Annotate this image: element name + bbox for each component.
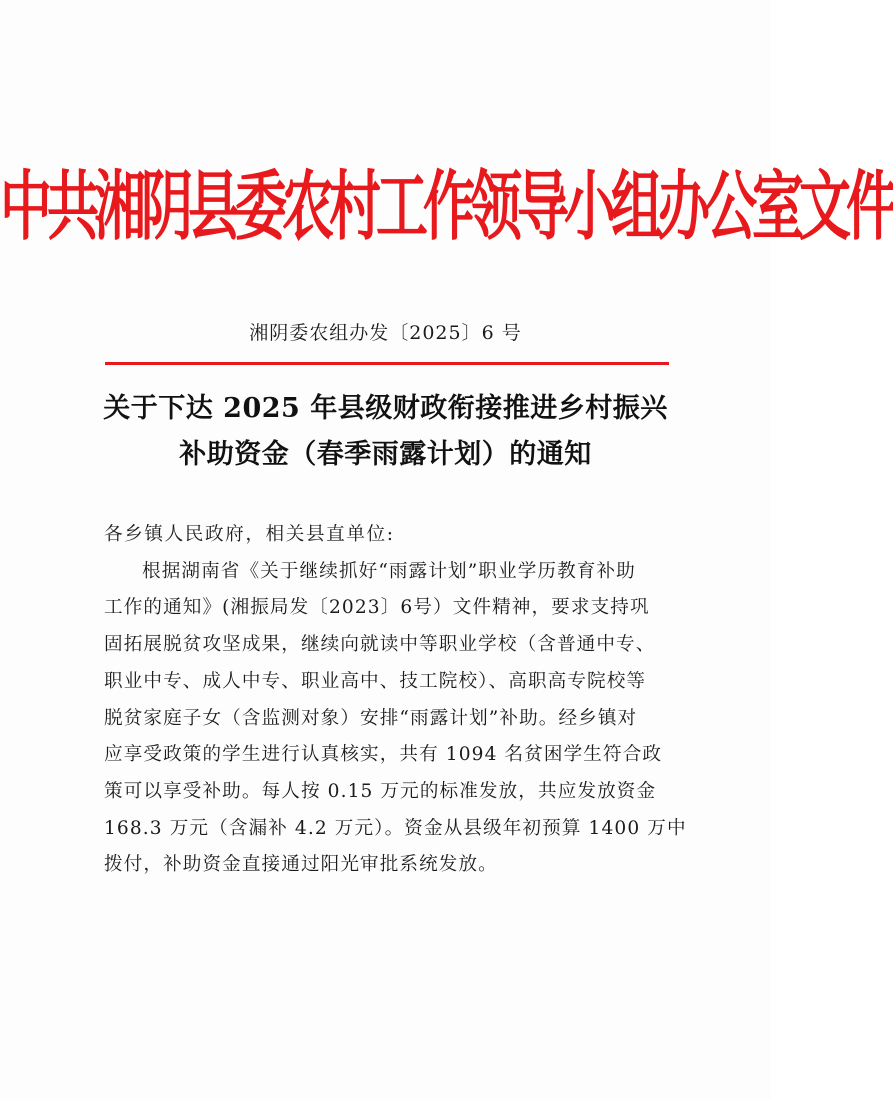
- notice-title-line-1: 关于下达 2025 年县级财政衔接推进乡村振兴: [103, 393, 668, 424]
- document-header-title: 中共湘阴县委农村工作领导小组办公室文件: [0, 163, 893, 252]
- notice-body: [104, 517, 690, 884]
- body-line: 工作的通知》(湘振局发〔2023〕6号）文件精神，要求支持巩: [104, 597, 650, 619]
- body-line: 根据湖南省《关于继续抓好“雨露计划”职业学历教育补助: [142, 560, 636, 582]
- body-line: 职业中专、成人中专、职业高中、技工院校）、高职高专院校等: [104, 670, 647, 692]
- red-divider-line: [105, 362, 669, 365]
- notice-title-line-2: 补助资金（春季雨露计划）的通知: [179, 439, 592, 470]
- body-line: 策可以享受补助。每人按 0.15 万元的标准发放，共应发放资金: [104, 780, 657, 802]
- body-line: 固拓展脱贫攻坚成果，继续向就读中等职业学校（含普通中专、: [104, 634, 656, 656]
- body-line: 应享受政策的学生进行认真核实，共有 1094 名贫困学生符合政: [104, 744, 663, 766]
- salutation: 各乡镇人民政府，相关县直单位:: [104, 524, 395, 545]
- notice-title: [0, 386, 771, 478]
- body-line: 168.3 万元（含漏补 4.2 万元）。资金从县级年初预算 1400 万中: [104, 817, 687, 839]
- body-line: 拨付，补助资金直接通过阳光审批系统发放。: [104, 854, 498, 876]
- document-number: 湘阴委农组办发〔2025〕6 号: [249, 322, 522, 344]
- body-line: 脱贫家庭子女（含监测对象）安排“雨露计划”补助。经乡镇对: [104, 707, 638, 729]
